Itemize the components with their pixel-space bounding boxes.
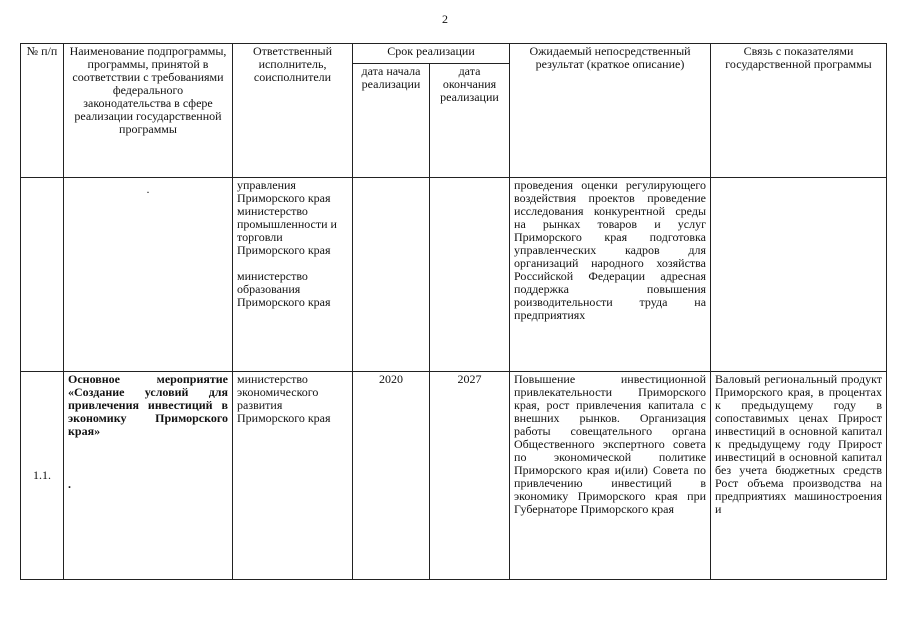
cell-num: 1.1. bbox=[21, 372, 64, 580]
cell-mark: . bbox=[146, 182, 150, 196]
activity-name: Основное мероприятие «Создание условий для привлечения инвестиций в экономику Приморского края» bbox=[68, 372, 228, 438]
header-start-date: дата начала реализации bbox=[353, 64, 430, 178]
executor-line-1: управления Приморского края министерство промышленности и торговли Приморского края bbox=[237, 178, 337, 257]
cell-end bbox=[430, 178, 510, 372]
header-period: Срок реализации bbox=[353, 44, 510, 64]
cell-num bbox=[21, 178, 64, 372]
header-name: Наименование подпрограммы, программы, принятой в соответствии с требованиями федерального законодательства в сфере реализации государственной программы bbox=[64, 44, 233, 178]
cell-link bbox=[711, 178, 887, 372]
executor-line-2: министерство образования Приморского края bbox=[237, 269, 331, 309]
cell-start: 2020 bbox=[353, 372, 430, 580]
page-number: 2 bbox=[442, 12, 448, 26]
header-num: № п/п bbox=[21, 44, 64, 178]
cell-name bbox=[64, 372, 233, 580]
cell-executor bbox=[233, 178, 353, 372]
cell-result: Повышение инвестиционной привлекательности Приморского края, рост привлечения капитала с внешних рынков. Организация работы совещательного органа Общественного экспертного совета по экономической политике Приморского края и(или) Совета по привлечению инвестиций в экономику Приморского края при Губернаторе Приморского края bbox=[510, 372, 711, 580]
header-executor: Ответственный исполнитель, соисполнители bbox=[233, 44, 353, 178]
header-end-date: дата окончания реализации bbox=[430, 64, 510, 178]
header-link: Связь с показателями государственной программы bbox=[711, 44, 887, 178]
table-row-1-1 bbox=[21, 372, 887, 580]
header-row-1 bbox=[21, 44, 887, 64]
cell-name bbox=[64, 178, 233, 372]
cell-result: проведения оценки регулирующего воздействия проектов проведение исследования конкурентной среды на рынках товаров и услуг Приморского края подготовка управленческих кадров для организаций народного хозяйства Российской Федерации адресная поддержка повышения роизводительности труда на предприятиях bbox=[510, 178, 711, 372]
cell-mark: . bbox=[68, 477, 71, 491]
header-result: Ожидаемый непосредственный результат (краткое описание) bbox=[510, 44, 711, 178]
cell-end: 2027 bbox=[430, 372, 510, 580]
program-table bbox=[20, 43, 887, 580]
cell-start bbox=[353, 178, 430, 372]
cell-link: Валовый региональный продукт Приморского края, в процентах к предыдущему году в сопоставимых ценах Прирост инвестиций в основной капитал к предыдущему году Прирост инвестиций в основной капитал без учета бюджетных средств Рост объема производства на предприятиях машиностроения и bbox=[711, 372, 887, 580]
table-row-continuation bbox=[21, 178, 887, 372]
cell-executor: министерство экономического развития Приморского края bbox=[233, 372, 353, 580]
